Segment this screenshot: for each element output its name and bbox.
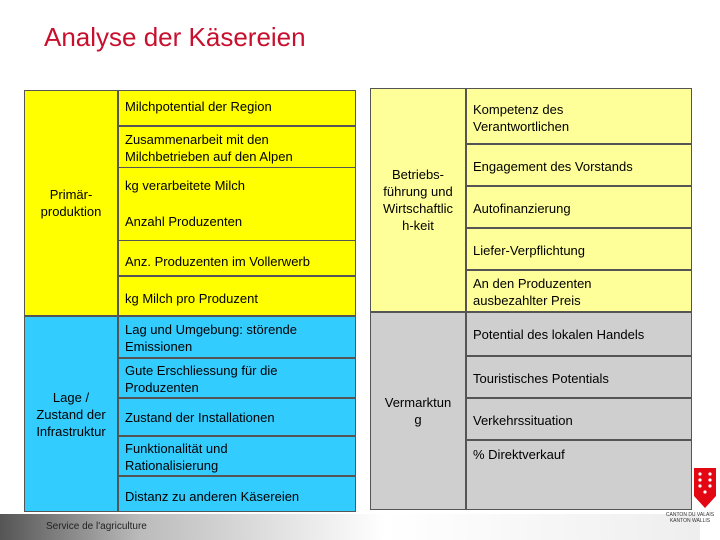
- marketing-label: Vermarktun g: [370, 312, 466, 510]
- infra-item-installations: Zustand der Installationen: [118, 398, 356, 436]
- primary-item-processed-milk: kg verarbeitete Milch: [118, 168, 356, 204]
- primary-item-milk-per-producer: kg Milch pro Produzent: [118, 276, 356, 316]
- management-item-competence: Kompetenz des Verantwortlichen: [466, 88, 692, 144]
- canton-logo-text: CANTON DU VALAIS KANTON WALLIS: [665, 512, 715, 524]
- marketing-item-local-trade: Potential des lokalen Handels: [466, 312, 692, 356]
- page-title: Analyse der Käsereien: [44, 22, 306, 52]
- management-item-board-engagement: Engagement des Vorstands: [466, 144, 692, 186]
- primary-item-fulltime-producers: Anz. Produzenten im Vollerwerb: [118, 240, 356, 276]
- management-item-self-financing: Autofinanzierung: [466, 186, 692, 228]
- marketing-item-tourism: Touristisches Potentials: [466, 356, 692, 398]
- infrastructure-label: Lage / Zustand der Infrastruktur: [24, 316, 118, 512]
- primary-item-producer-count: Anzahl Produzenten: [118, 204, 356, 240]
- primary-item-alpine-cooperation: Zusammenarbeit mit den Milchbetrieben auf den Alpen: [118, 126, 356, 168]
- management-item-producer-price: An den Produzenten ausbezahlter Preis: [466, 270, 692, 312]
- infra-item-distance: Distanz zu anderen Käsereien: [118, 476, 356, 512]
- infra-item-emissions: Lag und Umgebung: störende Emissionen: [118, 316, 356, 358]
- canton-logo-icon: [690, 468, 720, 508]
- marketing-item-traffic: Verkehrssituation: [466, 398, 692, 440]
- management-label: Betriebs- führung und Wirtschaftlic h-keit: [370, 88, 466, 312]
- footer-text: Service de l'agriculture: [46, 521, 147, 532]
- infra-item-access: Gute Erschliessung für die Produzenten: [118, 358, 356, 398]
- marketing-item-direct-sales: % Direktverkauf: [466, 440, 692, 510]
- primary-item-milk-potential: Milchpotential der Region: [118, 90, 356, 126]
- primary-production-label: Primär- produktion: [24, 90, 118, 316]
- management-item-delivery-obligation: Liefer-Verpflichtung: [466, 228, 692, 270]
- infra-item-functionality: Funktionalität und Rationalisierung: [118, 436, 356, 476]
